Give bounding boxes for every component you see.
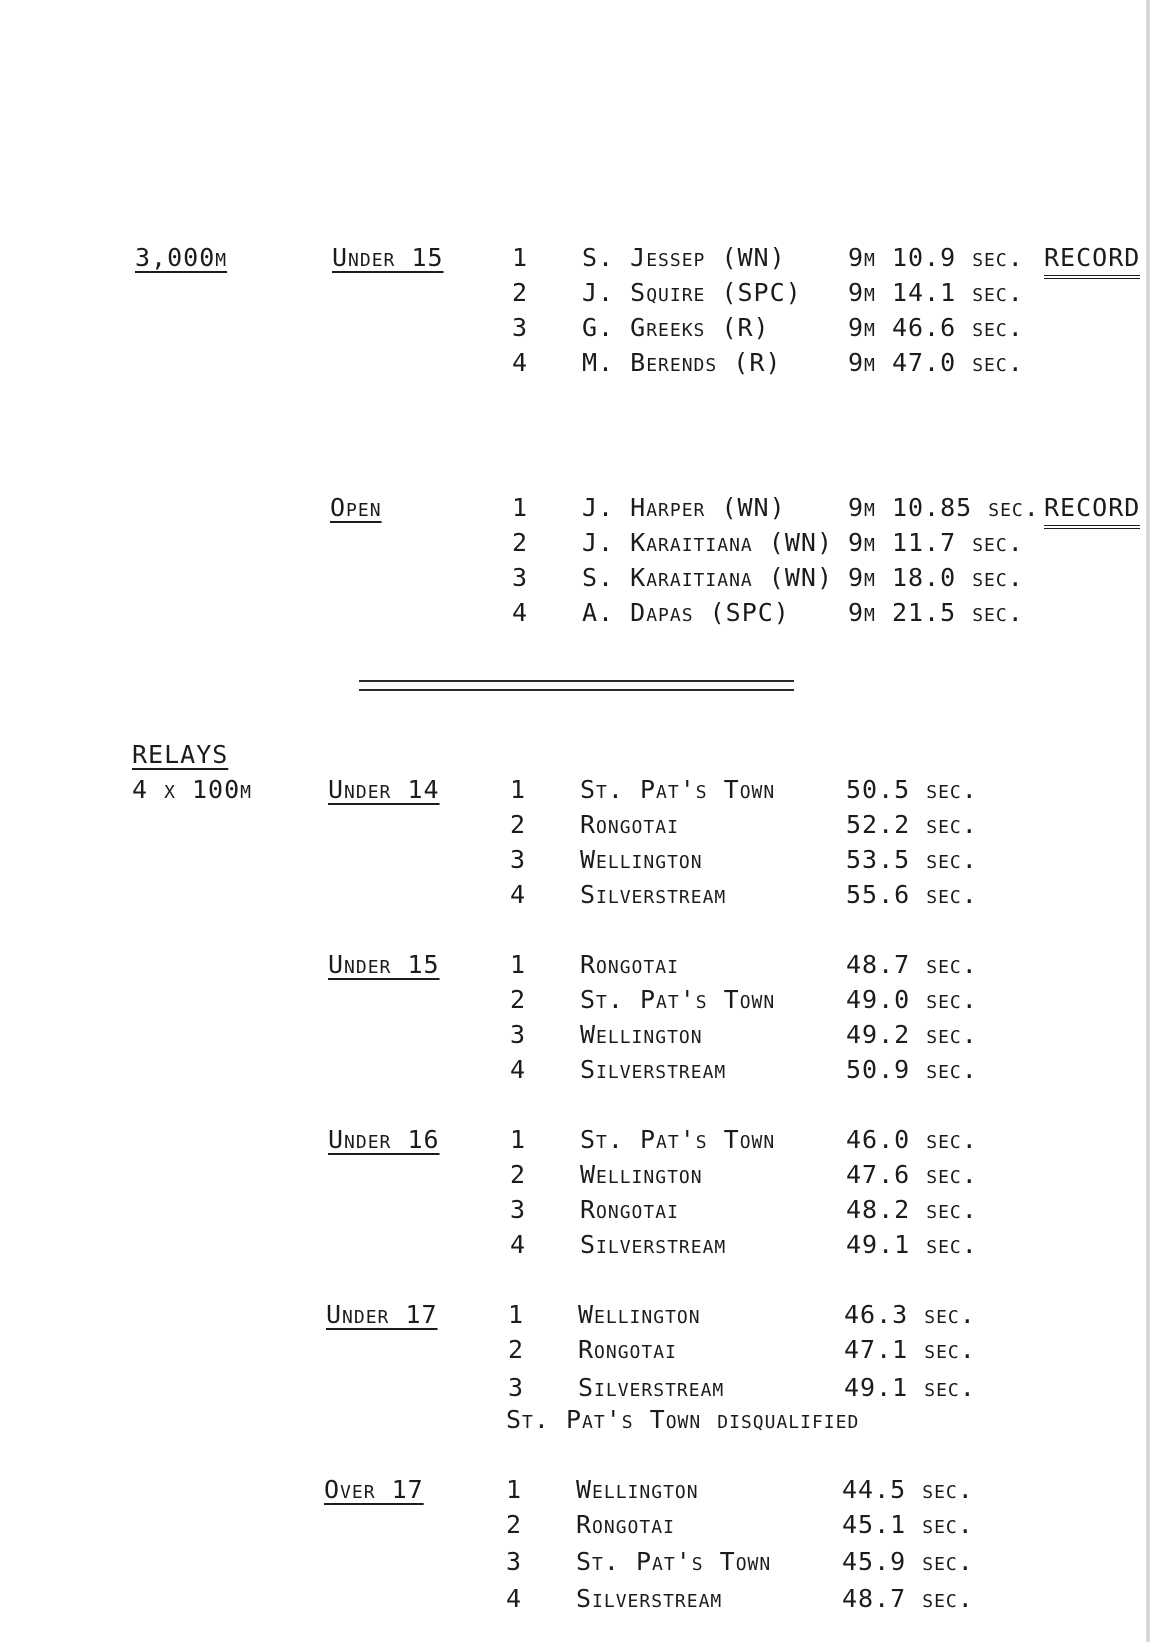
place: 3 <box>510 1195 527 1224</box>
group-label-under-17: Under 17 <box>326 1300 438 1329</box>
event-label-3000m: 3,000m <box>135 243 228 272</box>
athlete-name: S. Jessep (WN) <box>582 243 786 272</box>
place: 4 <box>510 1055 527 1084</box>
place: 3 <box>508 1373 525 1402</box>
result-time: 48.7 sec. <box>842 1584 974 1613</box>
place: 3 <box>506 1547 523 1576</box>
result-time: 49.1 sec. <box>846 1230 978 1259</box>
place: 3 <box>512 563 529 592</box>
page-edge <box>1146 0 1150 1642</box>
place: 1 <box>510 775 527 804</box>
athlete-name: J. Harper (WN) <box>582 493 786 522</box>
result-time: 48.2 sec. <box>846 1195 978 1224</box>
team-name: Wellington <box>576 1475 699 1504</box>
result-time: 49.2 sec. <box>846 1020 978 1049</box>
result-time: 9m 18.0 sec. <box>848 563 1024 592</box>
athlete-name: M. Berends (R) <box>582 348 782 377</box>
place: 1 <box>506 1475 523 1504</box>
place: 2 <box>512 278 529 307</box>
result-time: 9m 46.6 sec. <box>848 313 1024 342</box>
group-label-over-17: Over 17 <box>324 1475 424 1504</box>
result-time: 47.1 sec. <box>844 1335 976 1364</box>
athlete-name: J. Squire (SPC) <box>582 278 802 307</box>
group-label-under-15: Under 15 <box>328 950 440 979</box>
result-time: 50.9 sec. <box>846 1055 978 1084</box>
section-divider <box>359 680 794 691</box>
team-name: Silverstream <box>580 1055 727 1084</box>
team-name: Silverstream <box>580 1230 727 1259</box>
record-note: RECORD <box>1044 493 1140 529</box>
disqualification-note: St. Pat's Town disqualified <box>506 1405 860 1434</box>
result-time: 9m 10.85 sec. <box>848 493 1040 522</box>
result-time: 52.2 sec. <box>846 810 978 839</box>
team-name: Rongotai <box>576 1510 675 1539</box>
group-label-open: Open <box>330 493 382 522</box>
place: 1 <box>508 1300 525 1329</box>
team-name: Rongotai <box>578 1335 677 1364</box>
place: 1 <box>512 243 529 272</box>
result-time: 44.5 sec. <box>842 1475 974 1504</box>
result-time: 50.5 sec. <box>846 775 978 804</box>
team-name: St. Pat's Town <box>580 985 776 1014</box>
team-name: Silverstream <box>580 880 727 909</box>
result-time: 9m 47.0 sec. <box>848 348 1024 377</box>
relays-heading: RELAYS <box>132 740 229 769</box>
athlete-name: J. Karaitiana (WN) <box>582 528 833 557</box>
result-time: 47.6 sec. <box>846 1160 978 1189</box>
result-time: 46.3 sec. <box>844 1300 976 1329</box>
group-label-under-16: Under 16 <box>328 1125 440 1154</box>
team-name: Wellington <box>580 1160 703 1189</box>
athlete-name: S. Karaitiana (WN) <box>582 563 833 592</box>
result-time: 9m 11.7 sec. <box>848 528 1024 557</box>
place: 4 <box>506 1584 523 1613</box>
group-label-under-14: Under 14 <box>328 775 440 804</box>
team-name: St. Pat's Town <box>576 1547 772 1576</box>
result-time: 49.0 sec. <box>846 985 978 1014</box>
place: 2 <box>510 1160 527 1189</box>
place: 1 <box>510 950 527 979</box>
place: 2 <box>512 528 529 557</box>
event-label-4x100m: 4 x 100m <box>132 775 252 804</box>
record-note: RECORD <box>1044 243 1140 279</box>
place: 2 <box>510 985 527 1014</box>
result-time: 9m 14.1 sec. <box>848 278 1024 307</box>
result-time: 55.6 sec. <box>846 880 978 909</box>
result-time: 49.1 sec. <box>844 1373 976 1402</box>
team-name: Wellington <box>580 845 703 874</box>
group-label-under-15: Under 15 <box>332 243 444 272</box>
team-name: St. Pat's Town <box>580 775 776 804</box>
place: 3 <box>512 313 529 342</box>
result-time: 45.9 sec. <box>842 1547 974 1576</box>
athlete-name: A. Dapas (SPC) <box>582 598 790 627</box>
place: 2 <box>508 1335 525 1364</box>
team-name: St. Pat's Town <box>580 1125 776 1154</box>
place: 4 <box>512 598 529 627</box>
place: 3 <box>510 1020 527 1049</box>
place: 1 <box>510 1125 527 1154</box>
place: 4 <box>510 880 527 909</box>
result-time: 9m 21.5 sec. <box>848 598 1024 627</box>
place: 4 <box>510 1230 527 1259</box>
team-name: Silverstream <box>578 1373 725 1402</box>
result-time: 53.5 sec. <box>846 845 978 874</box>
place: 3 <box>510 845 527 874</box>
place: 4 <box>512 348 529 377</box>
place: 2 <box>510 810 527 839</box>
team-name: Silverstream <box>576 1584 723 1613</box>
team-name: Rongotai <box>580 810 679 839</box>
team-name: Wellington <box>578 1300 701 1329</box>
result-time: 48.7 sec. <box>846 950 978 979</box>
place: 1 <box>512 493 529 522</box>
athlete-name: G. Greeks (R) <box>582 313 770 342</box>
team-name: Wellington <box>580 1020 703 1049</box>
result-time: 46.0 sec. <box>846 1125 978 1154</box>
result-time: 45.1 sec. <box>842 1510 974 1539</box>
place: 2 <box>506 1510 523 1539</box>
team-name: Rongotai <box>580 950 679 979</box>
team-name: Rongotai <box>580 1195 679 1224</box>
result-time: 9m 10.9 sec. <box>848 243 1024 272</box>
